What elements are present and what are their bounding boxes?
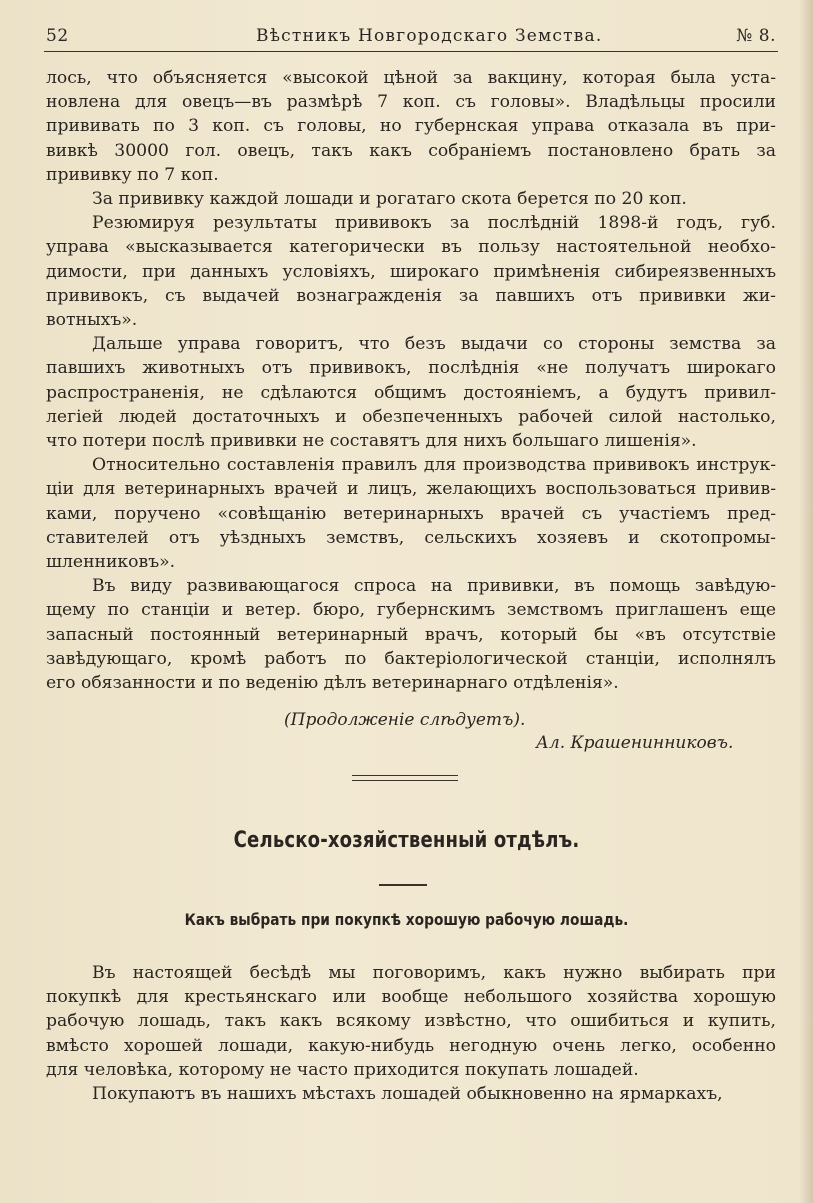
text-line: павшихъ животныхъ отъ прививокъ, послѣднія «не получатъ широкаго — [46, 358, 776, 379]
text-line: прививать по 3 коп. съ головы, но губернская управа отказала въ при- — [46, 116, 776, 137]
text-line: запасный постоянный ветеринарный врачъ, который бы «въ отсутствіе — [46, 624, 776, 645]
text-line: управа «высказывается категорически въ пользу настоятельной необхо- — [46, 237, 776, 258]
text-line: шленниковъ». — [46, 552, 176, 573]
text-line: Резюмируя результаты прививокъ за послѣдній 1898-й годъ, губ. — [92, 213, 776, 234]
section-title: Сельско-хозяйственный отдѣлъ. — [233, 828, 580, 853]
text-line: завѣдующаго, кромѣ работъ по бактеріологической станціи, исполнялъ — [46, 648, 776, 669]
issue-number: № 8. — [736, 26, 776, 46]
continuation-note: (Продолженіе слѣдуетъ). — [284, 710, 526, 730]
text-line: покупкѣ для крестьянскаго или вообще небольшого хозяйства хорошую — [46, 987, 776, 1008]
text-line: новлена для овецъ—въ размѣрѣ 7 коп. съ головы». Владѣльцы просили — [46, 92, 776, 113]
text-line: прививку по 7 коп. — [46, 164, 219, 185]
text-line: Дальше управа говоритъ, что безъ выдачи со стороны земства за — [92, 334, 776, 355]
text-line: щему по станціи и ветер. бюро, губернскимъ земствомъ приглашенъ еще — [46, 600, 776, 621]
text-line: ставителей отъ уѣздныхъ земствъ, сельскихъ хозяевъ и скотопромы- — [46, 527, 776, 548]
article-title: Какъ выбрать при покупкѣ хорошую рабочую лошадь. — [184, 910, 629, 929]
section-body — [46, 961, 776, 1106]
text-line: вотныхъ». — [46, 310, 138, 331]
text-line: для человѣка, которому не часто приходится покупать лошадей. — [46, 1059, 639, 1080]
text-line: За прививку каждой лошади и рогатаго скота берется по 20 коп. — [92, 189, 687, 210]
text-line: распространенія, не сдѣлаются общимъ достояніемъ, а будутъ привил- — [46, 382, 776, 403]
text-line: димости, при данныхъ условіяхъ, широкаго примѣненія сибиреязвенныхъ — [46, 261, 776, 282]
section-divider — [352, 775, 458, 781]
text-line: ками, поручено «совѣщанію ветеринарныхъ врачей съ участіемъ пред- — [46, 503, 776, 524]
text-line: Покупаютъ въ нашихъ мѣстахъ лошадей обыкновенно на ярмаркахъ, — [92, 1084, 723, 1105]
text-line: его обязанности и по веденію дѣлъ ветеринарнаго отдѣленія». — [46, 673, 619, 694]
text-line: лось, что объясняется «высокой цѣной за вакцину, которая была уста- — [46, 68, 776, 88]
page-number: 52 — [46, 26, 69, 46]
text-line: ціи для ветеринарныхъ врачей и лицъ, желающихъ воспользоваться привив- — [46, 479, 776, 500]
text-line: легіей людей достаточныхъ и обезпеченныхъ рабочей силой настолько, — [46, 406, 776, 427]
text-line: вмѣсто хорошей лошади, какую-нибудь негодную очень легко, особенно — [46, 1035, 776, 1056]
header-rule — [44, 51, 778, 52]
text-line: Въ настоящей бесѣдѣ мы поговоримъ, какъ нужно выбирать при — [92, 963, 776, 983]
text-line: Относительно составленія правилъ для производства прививокъ инструк- — [92, 455, 776, 476]
title-underline — [379, 884, 427, 886]
text-line: прививокъ, съ выдачей вознагражденія за павшихъ отъ прививки жи- — [46, 285, 776, 306]
article-body — [46, 66, 776, 695]
author-signature: Ал. Крашенинниковъ. — [536, 733, 734, 753]
journal-title: Вѣстникъ Новгородскаго Земства. — [256, 26, 603, 46]
text-line: вивкѣ 30000 гол. овецъ, такъ какъ собраніемъ постановлено брать за — [46, 140, 776, 161]
text-line: рабочую лошадь, такъ какъ всякому извѣстно, что ошибиться и купить, — [46, 1011, 776, 1032]
text-line: что потери послѣ прививки не составятъ для нихъ большаго лишенія». — [46, 431, 697, 452]
running-header — [46, 22, 776, 50]
text-line: Въ виду развивающагося спроса на прививки, въ помощь завѣдую- — [92, 576, 776, 597]
